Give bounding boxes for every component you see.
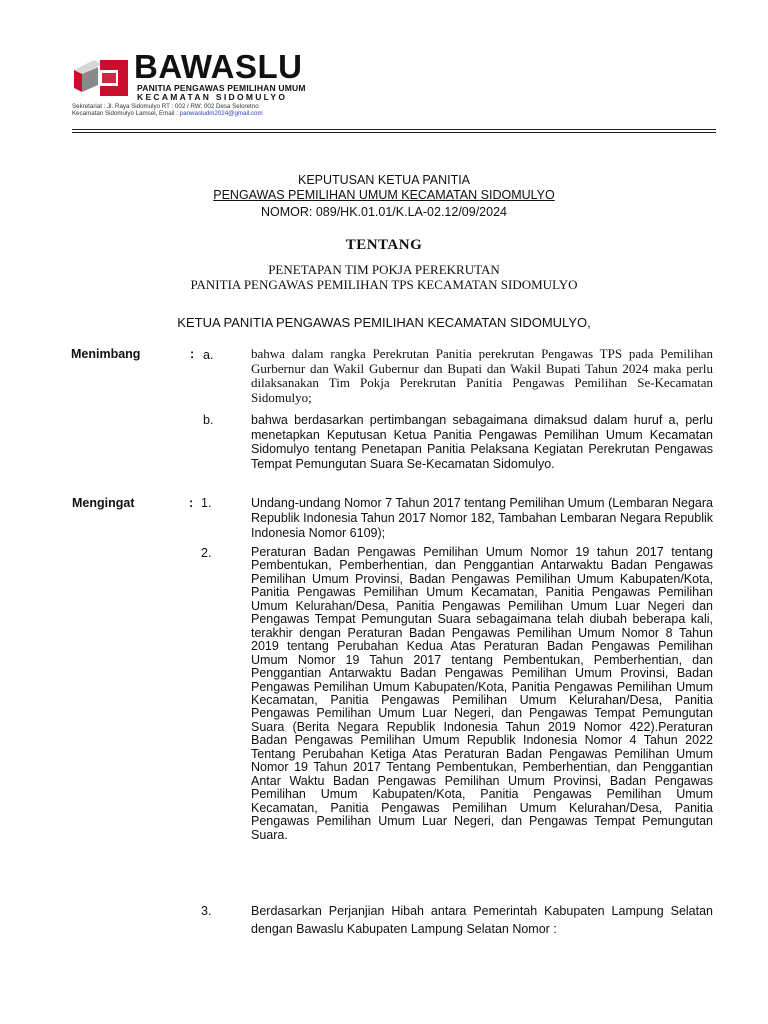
decree-title-org: PENGAWAS PEMILIHAN UMUM KECAMATAN SIDOMULYO xyxy=(213,188,555,202)
decree-number: NOMOR: 089/HK.01.01/K.LA-02.12/09/2024 xyxy=(261,205,507,219)
bawaslu-logo-icon xyxy=(72,56,130,102)
mengingat-marker-1: 1. xyxy=(201,496,212,510)
org-line-2: KECAMATAN SIDOMULYO xyxy=(137,92,288,102)
subject-line-1: PENETAPAN TIM POKJA PEREKRUTAN xyxy=(268,262,500,277)
header-rule-top xyxy=(72,129,716,130)
address-line-2-prefix: Kecamatan Sidomulyo Lamsel, Email : xyxy=(72,110,180,117)
brand-name: BAWASLU xyxy=(134,48,303,85)
mengingat-marker-2: 2. xyxy=(201,546,212,560)
mengingat-item-2: Peraturan Badan Pengawas Pemilihan Umum Nomor 19 tahun 2017 tentang Pembentukan, Pemberhentian, dan Penggantian Antarwaktu Badan Pengawas Pemilihan Umum Provinsi, Badan Pengawas Pemilihan Umum Kabupaten/Kota, Panitia Pengawas Pemilihan Umum Kecamatan, Panitia Pengawas Pemilihan Umum Kelurahan/Desa, Panitia Pengawas Pemilihan Umum Luar Negeri dan Pengawas Tempat Pemungutan Suara sebagaimana telah diubah beberapa kali, terakhir dengan Peraturan Badan Pengawas Pemilihan Umum Nomor 8 Tahun 2019 tentang Perubahan Kedua Atas Peraturan Badan Pengawas Pemilihan Umum Nomor 19 Tahun 2017 tentang Pembentukan, Pemberhentian, dan Penggantian Antarwaktu Badan Pengawas Pemilihan Umum Provinsi, Badan Pengawas Pemilihan Umum Kabupaten/Kota, Panitia Pengawas Pemilihan Umum Kecamatan, Panitia Pengawas Pemilihan Umum Kelurahan/Desa, Panitia Pengawas Pemilihan Umum Luar Negeri, dan Pengawas Tempat Pemungutan Suara (Berita Negara Republik Indonesia Tahun 2019 Nomor 422).Peraturan Badan Pengawas Pemilihan Umum Republik Indonesia Nomor 4 Tahun 2022 Tentang Perubahan Ketiga Atas Peraturan Badan Pengawas Pemilihan Umum Nomor 19 Tahun 2017 Tentang Pembentukan, Pemberhentian, dan Penggantian Antar Waktu Badan Pengawas Pemilihan Umum Provinsi, Badan Pengawas Pemilihan Umum Kabupaten/Kota, Panitia Pengawas Pemilihan Umum Kecamatan, Panitia Pengawas Pemilihan Umum Kelurahan/Desa, Panitia Pengawas Pemilihan Umum Luar Negeri, dan Pengawas Tempat Pemungutan Suara. xyxy=(251,545,713,842)
menimbang-label: Menimbang xyxy=(71,347,141,361)
address-line-2 xyxy=(72,111,263,117)
address-line-1: Sekretariat : Jl. Raya Sidomulyo RT : 002 / RW: 002 Desa Seloretno xyxy=(72,103,259,110)
menimbang-marker-a: a. xyxy=(203,348,214,362)
menimbang-item-a: bahwa dalam rangka Perekrutan Panitia perekrutan Pengawas TPS pada Pemilihan Gurbernur dan Wakil Gubernur dan Bupati dan Wakil Bupati Tahun 2024 maka perlu dilaksanakan Tim Pokja Perekrutan Panitia Pengawas Pemilihan Se-Kecamatan Sidomulyo; xyxy=(251,346,713,405)
decree-title: KEPUTUSAN KETUA PANITIA xyxy=(297,173,471,187)
ketua-heading: KETUA PANITIA PENGAWAS PEMILIHAN KECAMATAN SIDOMULYO, xyxy=(177,315,591,330)
header-rule-bottom xyxy=(72,132,716,133)
menimbang-item-b: bahwa berdasarkan pertimbangan sebagaimana dimaksud dalam huruf a, perlu menetapkan Keputusan Ketua Panitia Pengawas Pemilihan Umum Kecamatan Sidomulyo tentang Penetapan Panitia Pelaksana Kegiatan Perekrutan Pengawas Tempat Pemungutan Suara Se-Kecamatan Sidomulyo. xyxy=(251,413,713,471)
mengingat-label: Mengingat xyxy=(72,496,135,510)
mengingat-colon: : xyxy=(189,496,194,510)
mengingat-item-1: Undang-undang Nomor 7 Tahun 2017 tentang Pemilihan Umum (Lembaran Negara Republik Indonesia Tahun 2017 Nomor 182, Tambahan Lembaran Negara Republik Indonesia Nomor 6109); xyxy=(251,496,713,540)
org-line-1: PANITIA PENGAWAS PEMILIHAN UMUM xyxy=(137,83,306,93)
menimbang-colon: : xyxy=(190,347,195,361)
email-link[interactable]: panwasludm2024@gmail.com xyxy=(179,110,263,117)
subject-line-2: PANITIA PENGAWAS PEMILIHAN TPS KECAMATAN SIDOMULYO xyxy=(190,277,578,292)
menimbang-marker-b: b. xyxy=(203,413,214,427)
tentang-heading: TENTANG xyxy=(345,237,423,253)
mengingat-marker-3: 3. xyxy=(201,904,212,918)
mengingat-item-3: Berdasarkan Perjanjian Hibah antara Pemerintah Kabupaten Lampung Selatan dengan Bawaslu Kabupaten Lampung Selatan Nomor : xyxy=(251,904,713,936)
